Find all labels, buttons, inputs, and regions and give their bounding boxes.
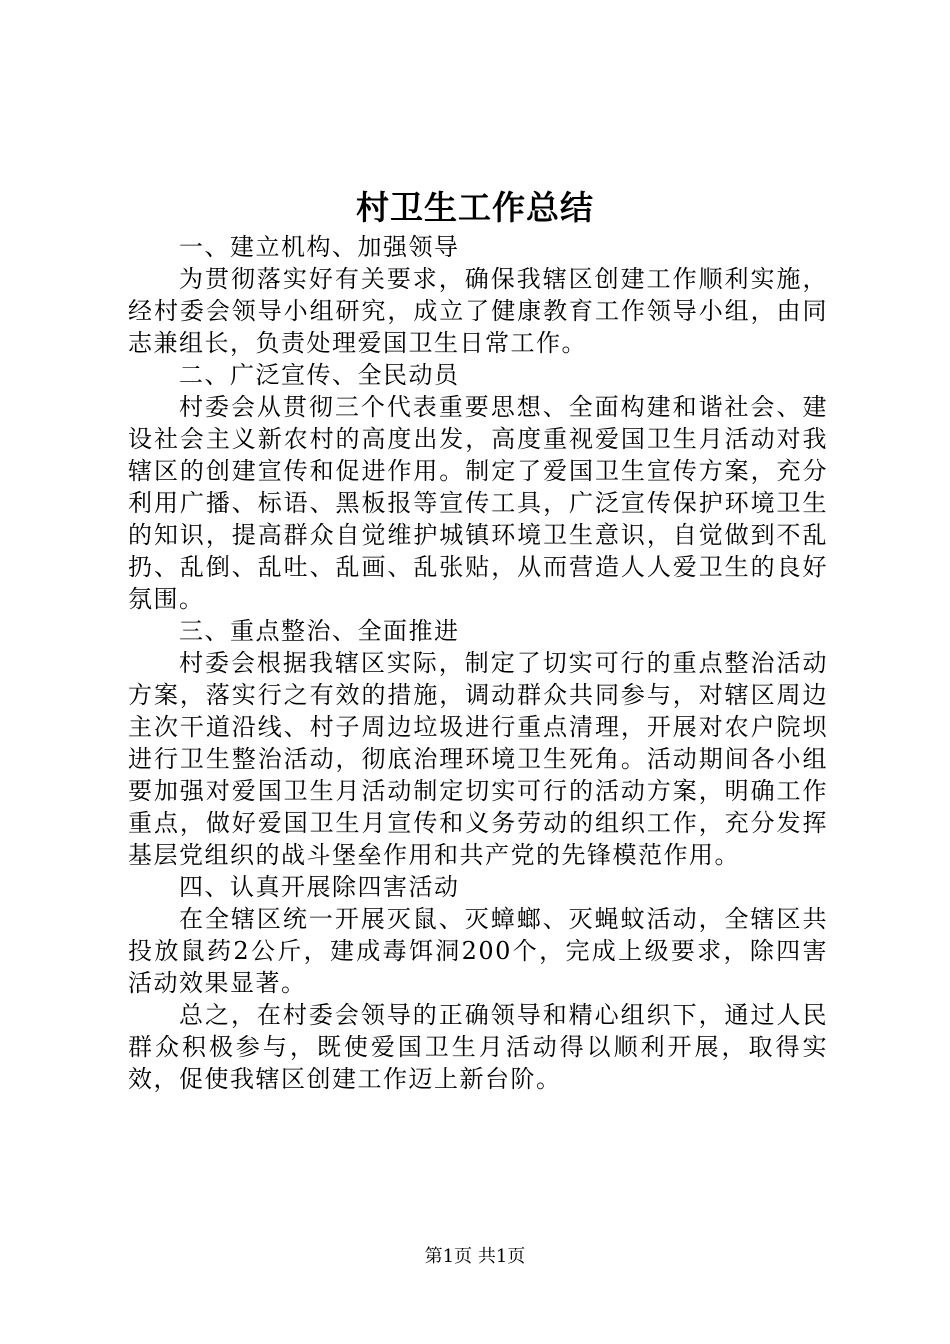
document-body <box>128 231 828 1095</box>
body-paragraph: 村委会根据我辖区实际，制定了切实可行的重点整治活动方案，落实行之有效的措施，调动群众共同参与，对辖区周边主次干道沿线、村子周边垃圾进行重点清理，开展对农户院坝进行卫生整治活动，彻底治理环境卫生死角。活动期间各小组要加强对爱国卫生月活动制定切实可行的活动方案，明确工作重点，做好爱国卫生月宣传和义务劳动的组织工作，充分发挥基层党组织的战斗堡垒作用和共产党的先锋模范作用。 <box>128 649 828 869</box>
body-paragraph: 总之，在村委会领导的正确领导和精心组织下，通过人民群众积极参与，既使爱国卫生月活动得以顺利开展，取得实效，促使我辖区创建工作迈上新台阶。 <box>128 1001 828 1093</box>
section-heading: 四、认真开展除四害活动 <box>179 873 460 901</box>
document-title: 村卫生工作总结 <box>356 188 594 227</box>
body-paragraph: 在全辖区统一开展灭鼠、灭蟑螂、灭蝇蚊活动，全辖区共投放鼠药2公斤，建成毒饵洞200个，完成上级要求，除四害活动效果显著。 <box>128 905 828 997</box>
section-heading: 三、重点整治、全面推进 <box>179 617 460 645</box>
section-heading: 一、建立机构、加强领导 <box>179 233 460 261</box>
body-paragraph: 为贯彻落实好有关要求，确保我辖区创建工作顺利实施，经村委会领导小组研究，成立了健康教育工作领导小组，由同志兼组长，负责处理爱国卫生日常工作。 <box>128 265 828 357</box>
body-paragraph: 村委会从贯彻三个代表重要思想、全面构建和谐社会、建设社会主义新农村的高度出发，高度重视爱国卫生月活动对我辖区的创建宣传和促进作用。制定了爱国卫生宣传方案，充分利用广播、标语、黑板报等宣传工具，广泛宣传保护环境卫生的知识，提高群众自觉维护城镇环境卫生意识，自觉做到不乱扔、乱倒、乱吐、乱画、乱张贴，从而营造人人爱卫生的良好氛围。 <box>128 393 828 613</box>
page-footer: 第1页 共1页 <box>424 1246 526 1267</box>
section-heading: 二、广泛宣传、全民动员 <box>179 361 460 389</box>
